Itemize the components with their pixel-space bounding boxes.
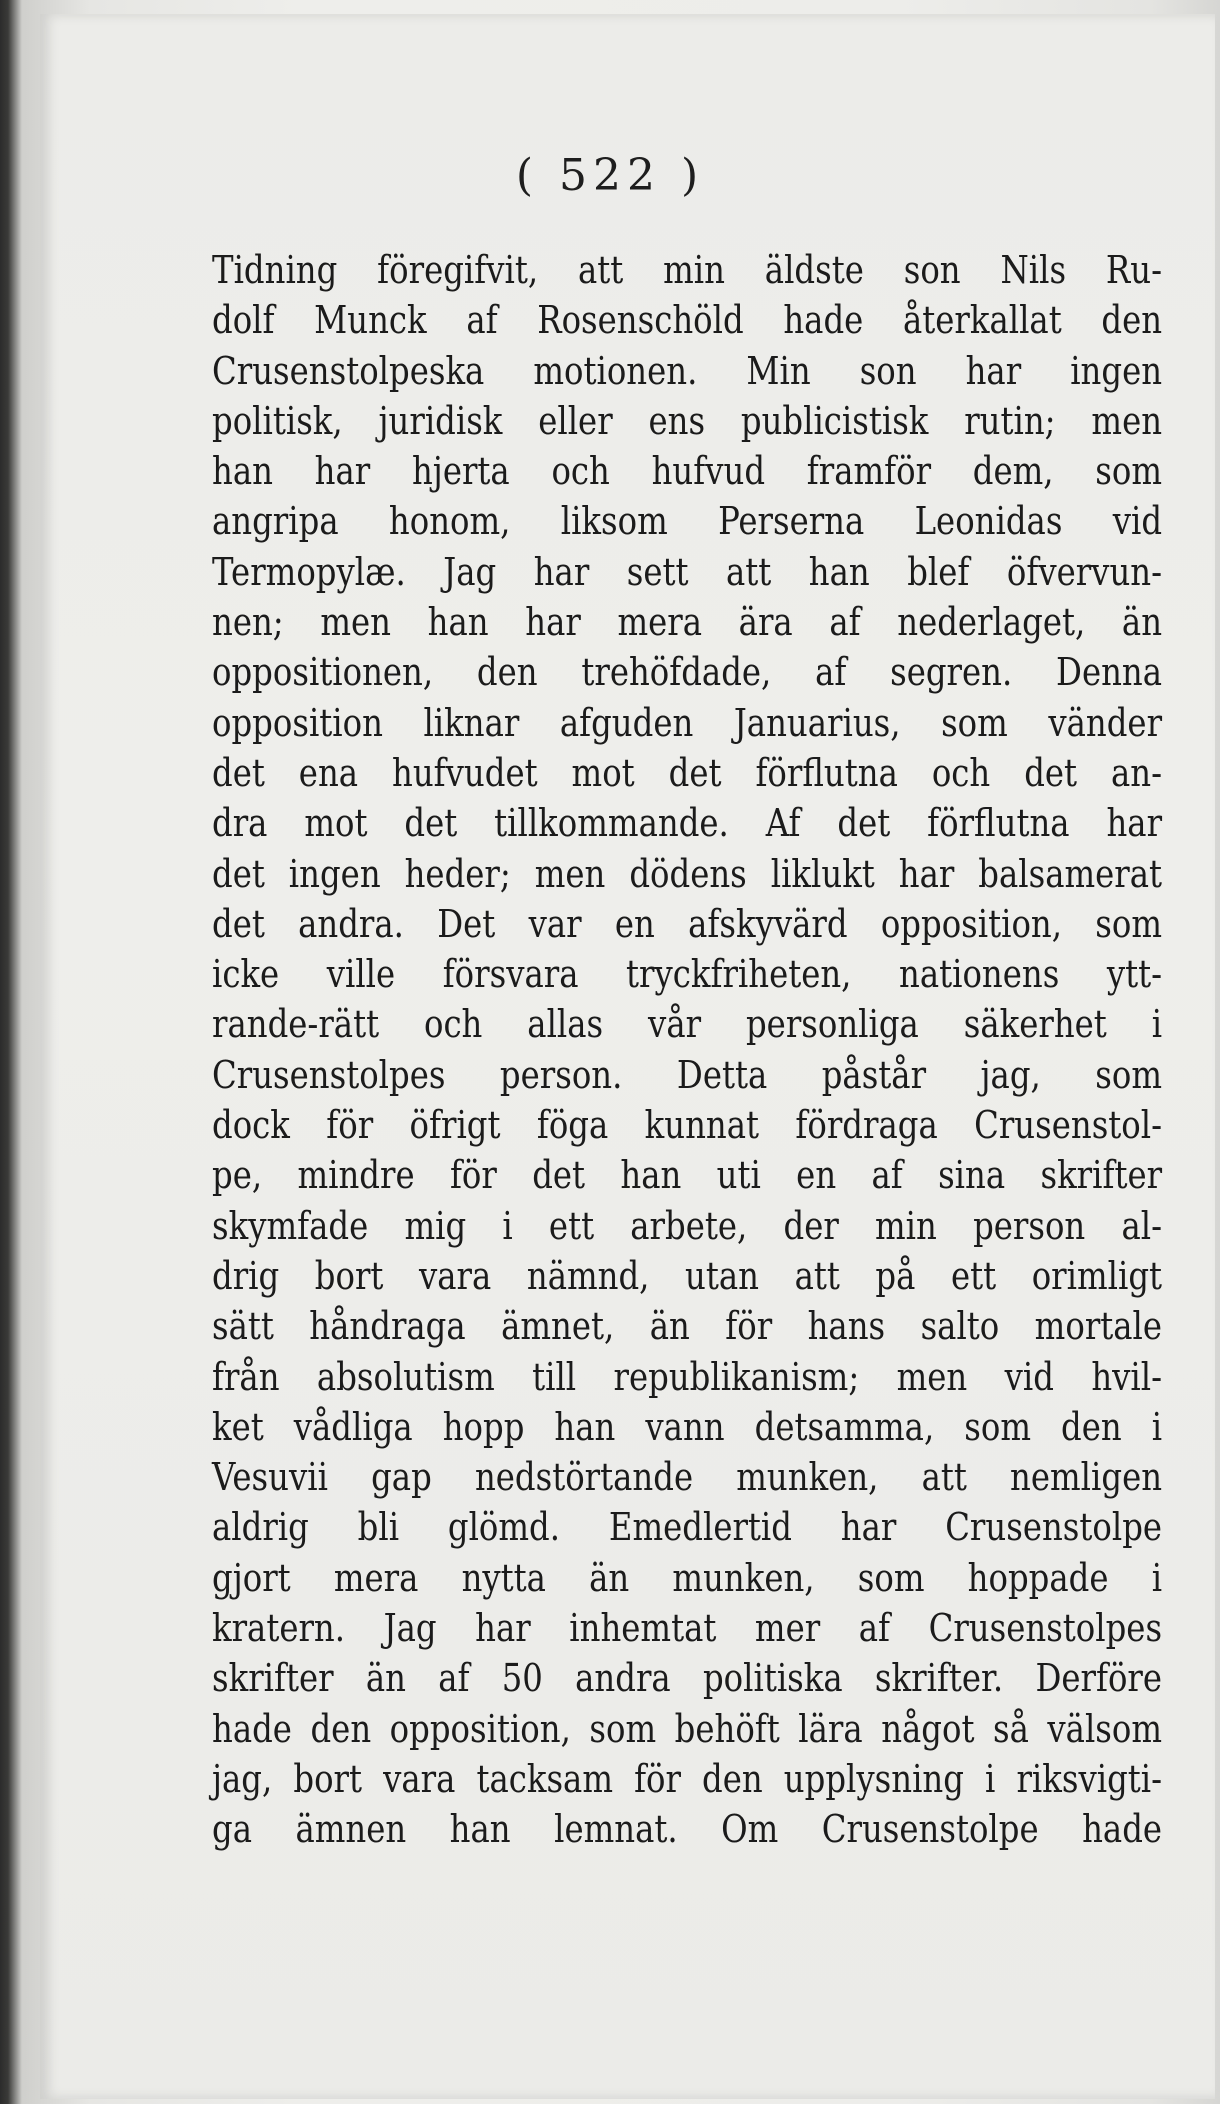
page-number: ( 522 ) <box>515 150 705 201</box>
text-line: dock för öfrigt föga kunnat fördraga Crusenstol- <box>212 1103 1163 1149</box>
text-line: jag, bort vara tacksam för den upplysning i riksvigti- <box>212 1756 1163 1802</box>
text-line: Tidning föregifvit, att min äldste son Nils Ru- <box>212 248 1163 293</box>
text-line: Crusenstolpeska motionen. Min son har ingen <box>212 348 1163 394</box>
text-line: det andra. Det var en afskyvärd opposition, som <box>212 901 1163 947</box>
text-line: kratern. Jag har inhemtat mer af Crusenstolpes <box>212 1606 1163 1652</box>
text-line: aldrig bli glömd. Emedlertid har Crusenstolpe <box>212 1505 1163 1551</box>
text-line: nen; men han har mera ära af nederlaget, än <box>212 600 1163 646</box>
body-text <box>212 246 1162 1856</box>
text-line: det ingen heder; men dödens liklukt har balsamerat <box>212 851 1163 897</box>
text-line: hade den opposition, som behöft lära något så välsom <box>212 1706 1163 1752</box>
text-line: politisk, juridisk eller ens publicistisk rutin; men <box>212 398 1163 444</box>
text-line: skrifter än af 50 andra politiska skrifter. Derföre <box>212 1656 1163 1702</box>
text-line: opposition liknar afguden Januarius, som vänder <box>212 700 1163 746</box>
text-line: icke ville försvara tryckfriheten, nationens ytt- <box>212 952 1163 998</box>
text-line: Vesuvii gap nedstörtande munken, att nemligen <box>212 1455 1163 1501</box>
text-line: sätt håndraga ämnet, än för hans salto mortale <box>212 1304 1163 1350</box>
text-line: pe, mindre för det han uti en af sina skrifter <box>212 1153 1163 1199</box>
text-line: gjort mera nytta än munken, som hoppade i <box>212 1555 1163 1601</box>
text-line: Crusenstolpes person. Detta påstår jag, som <box>212 1052 1163 1098</box>
text-line: ket vådliga hopp han vann detsamma, som den i <box>212 1404 1163 1450</box>
text-line: skymfade mig i ett arbete, der min person al- <box>212 1203 1163 1249</box>
text-line: drig bort vara nämnd, utan att på ett orimligt <box>212 1253 1163 1299</box>
text-line: det ena hufvudet mot det förflutna och det an- <box>212 750 1163 796</box>
text-line: dolf Munck af Rosenschöld hade återkallat den <box>212 298 1163 344</box>
text-line: han har hjerta och hufvud framför dem, som <box>212 449 1163 495</box>
text-line: oppositionen, den trehöfdade, af segren. Denna <box>212 650 1163 696</box>
text-line: rande-rätt och allas vår personliga säkerhet i <box>212 1002 1163 1048</box>
text-line: ga ämnen han lemnat. Om Crusenstolpe hade <box>212 1807 1163 1853</box>
text-line: dra mot det tillkommande. Af det förflutna har <box>212 801 1163 847</box>
text-line: angripa honom, liksom Perserna Leonidas vid <box>212 499 1163 545</box>
text-line: Termopylæ. Jag har sett att han blef öfvervun- <box>212 549 1163 595</box>
text-line: från absolutism till republikanism; men vid hvil- <box>212 1354 1163 1400</box>
